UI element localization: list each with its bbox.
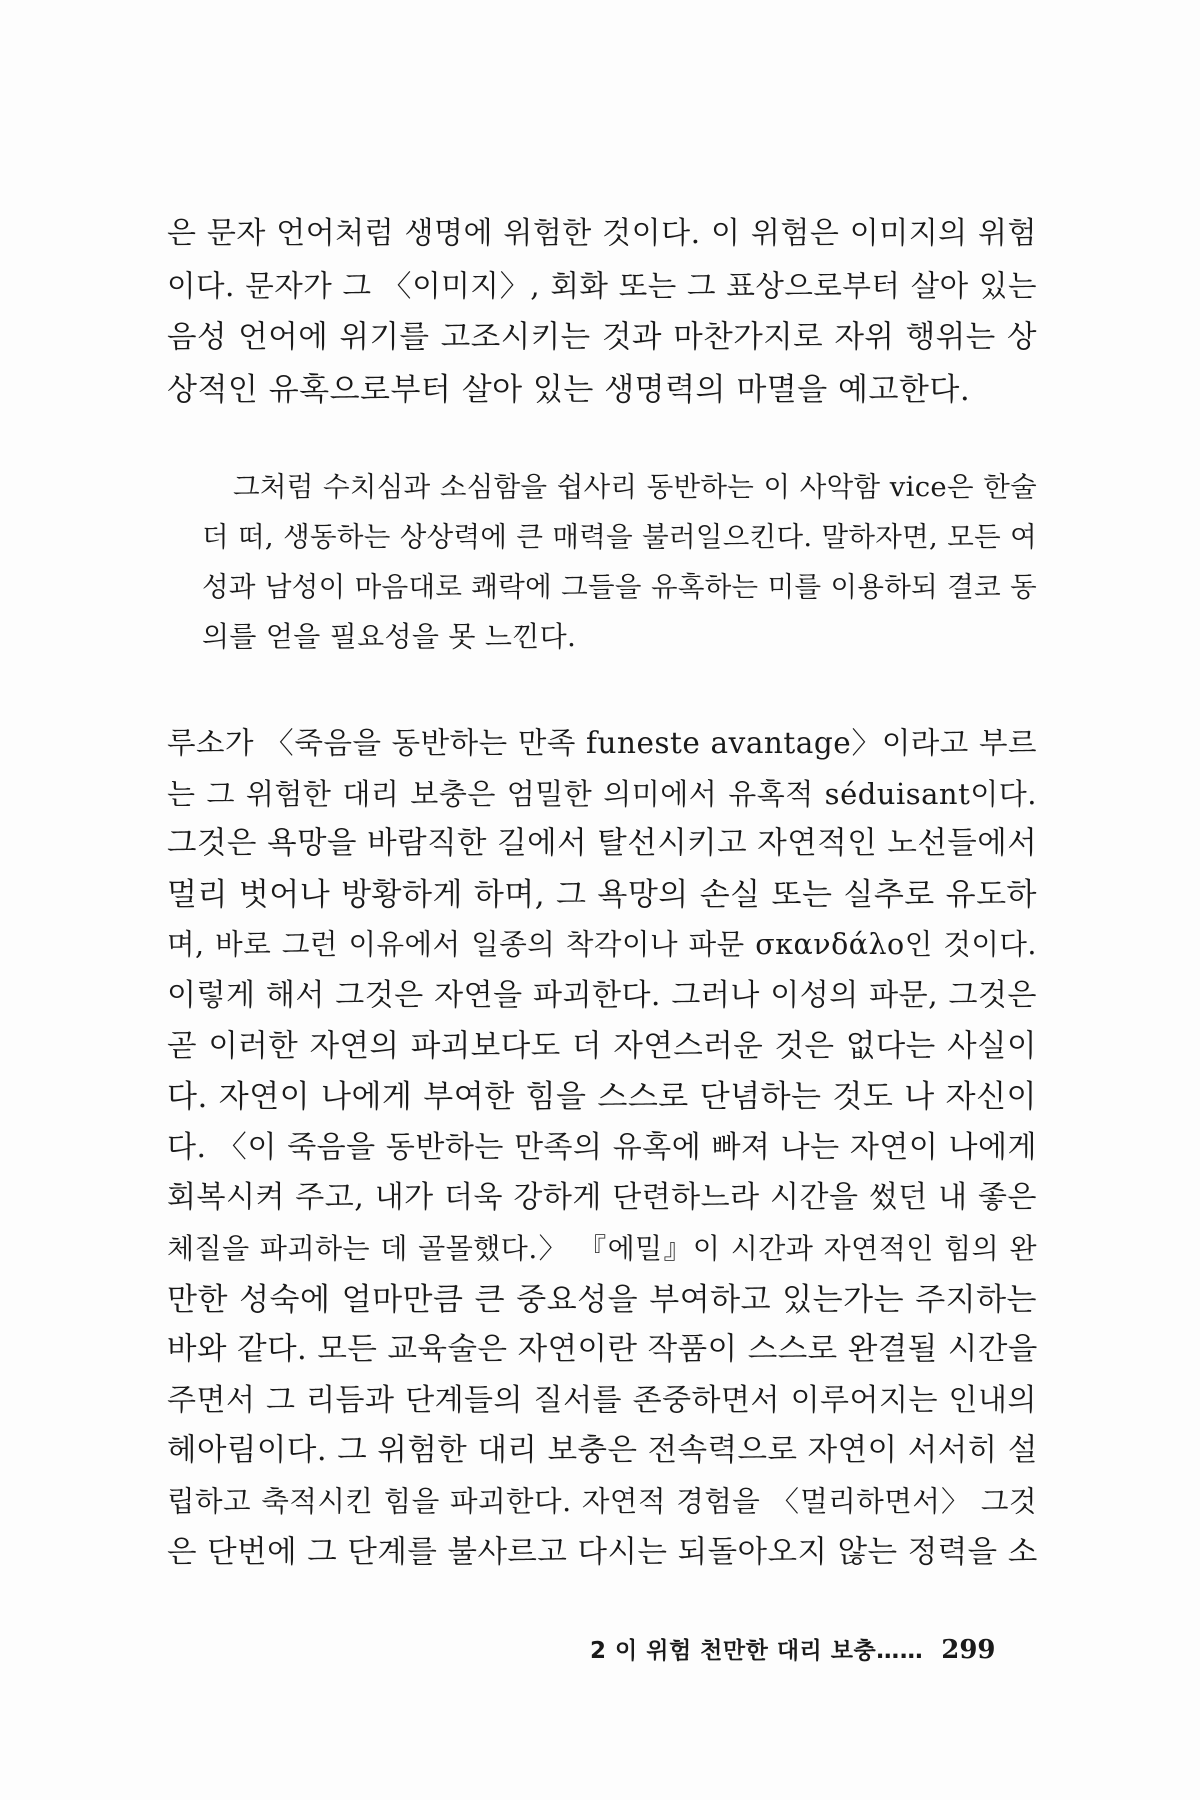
text-line: 상적인 유혹으로부터 살아 있는 생명력의 마멸을 예고한다. [167,372,971,408]
text-line: 곧 이러한 자연의 파괴보다도 더 자연스러운 것은 없다는 사실이 [167,1028,1037,1064]
text-line: 다. 〈이 죽음을 동반하는 만족의 유혹에 빠져 나는 자연이 나에게 [167,1129,1037,1165]
text-line: 멀리 벗어나 방황하게 하며, 그 욕망의 손실 또는 실추로 유도하 [167,876,1037,913]
text-line: 체질을 파괴하는 데 골몰했다.〉 『에밀』이 시간과 자연적인 힘의 완 [167,1231,1037,1265]
text-line: 이렇게 해서 그것은 자연을 파괴한다. 그러나 이성의 파문, 그것은 [167,977,1037,1013]
page-number: 299 [941,1635,996,1665]
text-line: 며, 바로 그런 이유에서 일종의 착각이나 파문 σκανδάλο인 것이다. [167,928,1037,962]
paragraph-1 [167,208,1037,416]
quote-line: 성과 남성이 마음대로 쾌락에 그들을 유혹하는 미를 이용하되 결코 동 [202,571,1037,603]
text-line: 은 문자 언어처럼 생명에 위험한 것이다. 이 위험은 이미지의 위험 [167,216,1037,251]
text-line: 는 그 위험한 대리 보충은 엄밀한 의미에서 유혹적 séduisant이다. [167,776,1037,811]
text-line: 만한 성숙에 얼마만큼 큰 중요성을 부여하고 있는가는 주지하는 [167,1281,1037,1318]
text-line: 헤아림이다. 그 위험한 대리 보충은 전속력으로 자연이 서서히 설 [167,1433,1038,1469]
text-line: 이다. 문자가 그 〈이미지〉, 회화 또는 그 표상으로부터 살아 있는 [167,269,1037,303]
text-line: 다. 자연이 나에게 부여한 힘을 스스로 단념하는 것도 나 자신이 [167,1079,1037,1116]
quote-line: 더 떠, 생동하는 상상력에 큰 매력을 불러일으킨다. 말하자면, 모든 여 [202,521,1037,553]
quote-line: 의를 얻을 필요성을 못 느낀다. [202,620,577,653]
text-line: 루소가 〈죽음을 동반하는 만족 funeste avantage〉이라고 부르 [167,726,1037,760]
paragraph-2 [167,718,1037,1578]
running-chapter-title: 2 이 위험 천만한 대리 보충…… [590,1638,924,1664]
text-line: 바와 같다. 모든 교육술은 자연이란 작품이 스스로 완결될 시간을 [167,1332,1038,1368]
page-footer [590,1632,1010,1665]
block-quote [202,462,1037,662]
text-line: 립하고 축적시킨 힘을 파괴한다. 자연적 경험을 〈멀리하면서〉 그것 [167,1484,1037,1518]
text-line: 회복시켜 주고, 내가 더욱 강하게 단련하느라 시간을 썼던 내 좋은 [167,1180,1037,1216]
text-line: 음성 언어에 위기를 고조시키는 것과 마찬가지로 자위 행위는 상 [167,320,1037,355]
text-line: 주면서 그 리듬과 단계들의 질서를 존중하면서 이루어지는 인내의 [167,1382,1037,1418]
text-line: 그것은 욕망을 바람직한 길에서 탈선시키고 자연적인 노선들에서 [167,826,1038,862]
text-line: 은 단번에 그 단계를 불사르고 다시는 되돌아오지 않는 정력을 소 [167,1534,1038,1570]
quote-line: 그처럼 수치심과 소심함을 쉽사리 동반하는 이 사악함 vice은 한술 [233,471,1037,503]
